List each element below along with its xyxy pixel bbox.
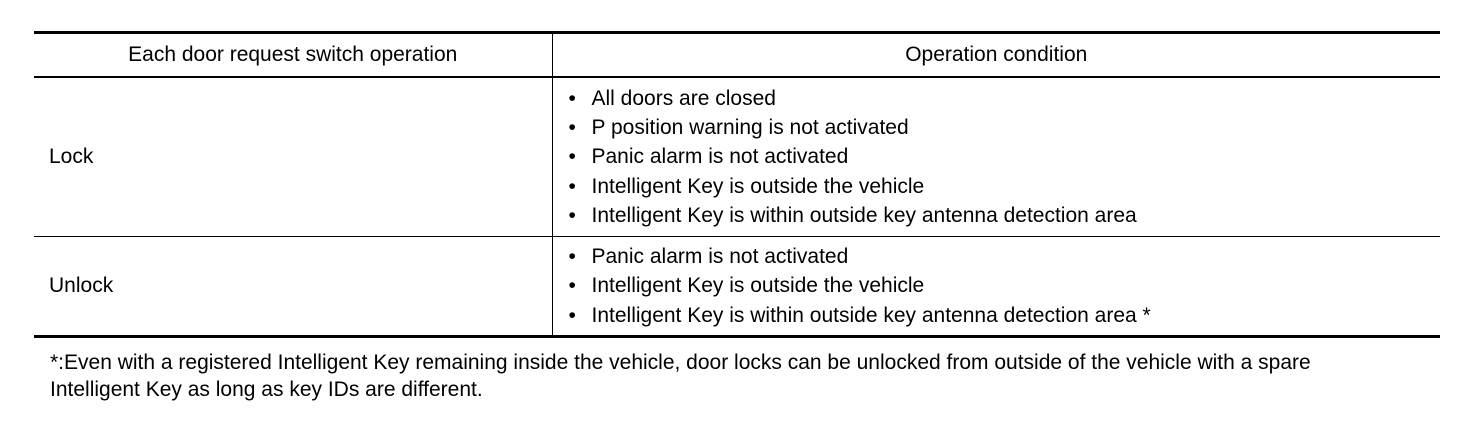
condition-item [569,201,1441,230]
condition-item [569,172,1441,201]
condition-item [569,142,1441,171]
bullet-icon: • [568,145,576,169]
condition-text: Panic alarm is not activated [591,245,849,269]
condition-text: Intelligent Key is outside the vehicle [591,274,925,298]
operation-cell-unlock: Unlock [34,237,552,337]
table-row-lock [34,77,1440,237]
header-operation: Each door request switch operation [34,33,552,78]
bullet-icon: • [568,86,576,110]
condition-text: All doors are closed [591,86,776,110]
condition-item [569,301,1441,330]
bullet-icon: • [568,303,576,327]
bullet-icon: • [568,245,576,269]
condition-cell-lock [552,77,1440,237]
condition-text: Intelligent Key is within outside key antenna detection area [591,203,1137,227]
header-condition: Operation condition [552,33,1440,78]
condition-item [569,271,1441,300]
condition-cell-unlock [552,237,1440,337]
condition-text: Intelligent Key is outside the vehicle [591,174,925,198]
condition-item [569,242,1441,271]
bullet-icon: • [568,116,576,140]
door-request-switch-table [34,31,1440,338]
footnote [50,349,1430,403]
footnote-line-2: Intelligent Key as long as key IDs are different. [50,378,483,401]
condition-item [569,113,1441,142]
bullet-icon: • [568,203,576,227]
table-row-unlock [34,237,1440,337]
condition-text: Panic alarm is not activated [591,145,849,169]
condition-item [569,84,1441,113]
condition-text: P position warning is not activated [591,116,909,140]
operation-cell-lock: Lock [34,77,552,237]
bullet-icon: • [568,274,576,298]
bullet-icon: • [568,174,576,198]
condition-text: Intelligent Key is within outside key antenna detection area * [591,303,1151,327]
condition-list-unlock [553,242,1441,330]
condition-list-lock [553,84,1441,230]
footnote-line-1: *:Even with a registered Intelligent Key remaining inside the vehicle, door locks can be unlocked from outside of the vehicle with a spare [50,351,1311,374]
table-header-row [34,33,1440,78]
